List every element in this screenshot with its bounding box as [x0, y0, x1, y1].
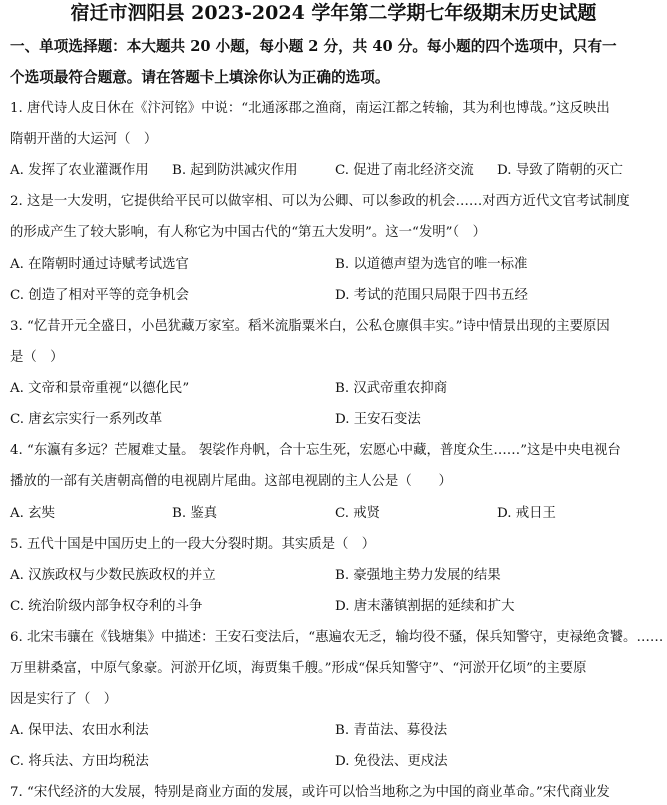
question-5-option-a: A. 汉族政权与少数民族政权的并立: [10, 568, 216, 583]
question-1-option-d: D. 导致了隋朝的灭亡: [497, 163, 623, 178]
question-5-option-c: C. 统治阶级内部争权夺利的斗争: [10, 599, 203, 614]
question-5-option-b: B. 豪强地主势力发展的结果: [335, 568, 501, 583]
question-4-line-1: 4. “东瀛有多远？芒履难丈量。 袈裟作舟帆，合十忘生死，宏愿心中藏，普度众生……”这是中央电视台: [10, 443, 621, 458]
question-1-line-2: 隋朝开凿的大运河（ ）: [10, 132, 158, 147]
question-3-option-b: B. 汉武帝重农抑商: [335, 381, 448, 396]
question-2-option-d: D. 考试的范围只局限于四书五经: [335, 288, 528, 303]
question-2-option-a: A. 在隋朝时通过诗赋考试选官: [10, 257, 189, 272]
question-1-option-a: A. 发挥了农业灌溉作用: [10, 163, 149, 178]
section-header-line-2: 个选项最符合题意。请在答题卡上填涂你认为正确的选项。: [10, 69, 390, 86]
question-3-line-1: 3. “忆昔开元全盛日，小邑犹藏万家室。稻米流脂粟米白，公私仓廪俱丰实。”诗中情景出现的主要原因: [10, 319, 610, 334]
question-3-option-d: D. 王安石变法: [335, 412, 421, 427]
question-2-option-c: C. 创造了相对平等的竞争机会: [10, 288, 189, 303]
question-1-option-b: B. 起到防洪减灾作用: [172, 163, 298, 178]
question-6-line-2: 万里耕桑富，中原气象豪。河淤开亿顷，海贾集千艘。”形成“保兵知警守”、“河淤开亿顷”的主要原: [10, 661, 587, 676]
question-3-line-2: 是（ ）: [10, 350, 64, 365]
question-4-option-d: D. 戒日王: [497, 506, 556, 521]
question-5-line-1: 5. 五代十国是中国历史上的一段大分裂时期。其实质是（ ）: [10, 537, 376, 552]
question-4-option-c: C. 戒贤: [335, 506, 381, 521]
question-6-option-b: B. 青苗法、募役法: [335, 723, 448, 738]
section-header-line-1: 一、单项选择题：本大题共 20 小题，每小题 2 分，共 40 分。每小题的四个选项中，只有一: [10, 38, 617, 55]
question-6-option-a: A. 保甲法、农田水利法: [10, 723, 149, 738]
question-6-option-d: D. 免役法、更戍法: [335, 754, 448, 769]
question-6-option-c: C. 将兵法、方田均税法: [10, 754, 149, 769]
question-3-option-c: C. 唐玄宗实行一系列改革: [10, 412, 163, 427]
question-2-option-b: B. 以道德声望为选官的唯一标准: [335, 257, 528, 272]
question-7-line-1: 7. “宋代经济的大发展，特别是商业方面的发展，或许可以恰当地称之为中国的商业革命。”宋代商业发: [10, 785, 610, 800]
question-4-line-2: 播放的一部有关唐朝高僧的电视剧片尾曲。这部电视剧的主人公是（ ）: [10, 474, 452, 489]
question-3-option-a: A. 文帝和景帝重视“以德化民”: [10, 381, 190, 396]
page-title: 宿迁市泗阳县 2023-2024 学年第二学期七年级期末历史试题: [70, 2, 597, 24]
question-1-option-c: C. 促进了南北经济交流: [335, 163, 474, 178]
question-1-line-1: 1. 唐代诗人皮日休在《汴河铭》中说：“北通涿郡之渔商，南运江都之转输，其为利也博哉。”这反映出: [10, 101, 610, 116]
question-4-option-b: B. 鉴真: [172, 506, 218, 521]
question-6-line-3: 因是实行了（ ）: [10, 692, 118, 707]
question-5-option-d: D. 唐末藩镇割据的延续和扩大: [335, 599, 515, 614]
question-6-line-1: 6. 北宋韦骧在《钱塘集》中描述：王安石变法后，“惠遍农无乏，输均役不骚，保兵知警守，吏禄绝贪饕。……: [10, 630, 664, 645]
question-4-option-a: A. 玄奘: [10, 506, 55, 521]
question-2-line-1: 2. 这是一大发明，它提供给平民可以做宰相、可以为公卿、可以参政的机会……对西方近代文官考试制度: [10, 194, 630, 209]
question-2-line-2: 的形成产生了较大影响，有人称它为中国古代的“第五大发明”。这一“发明”（ ）: [10, 225, 486, 240]
